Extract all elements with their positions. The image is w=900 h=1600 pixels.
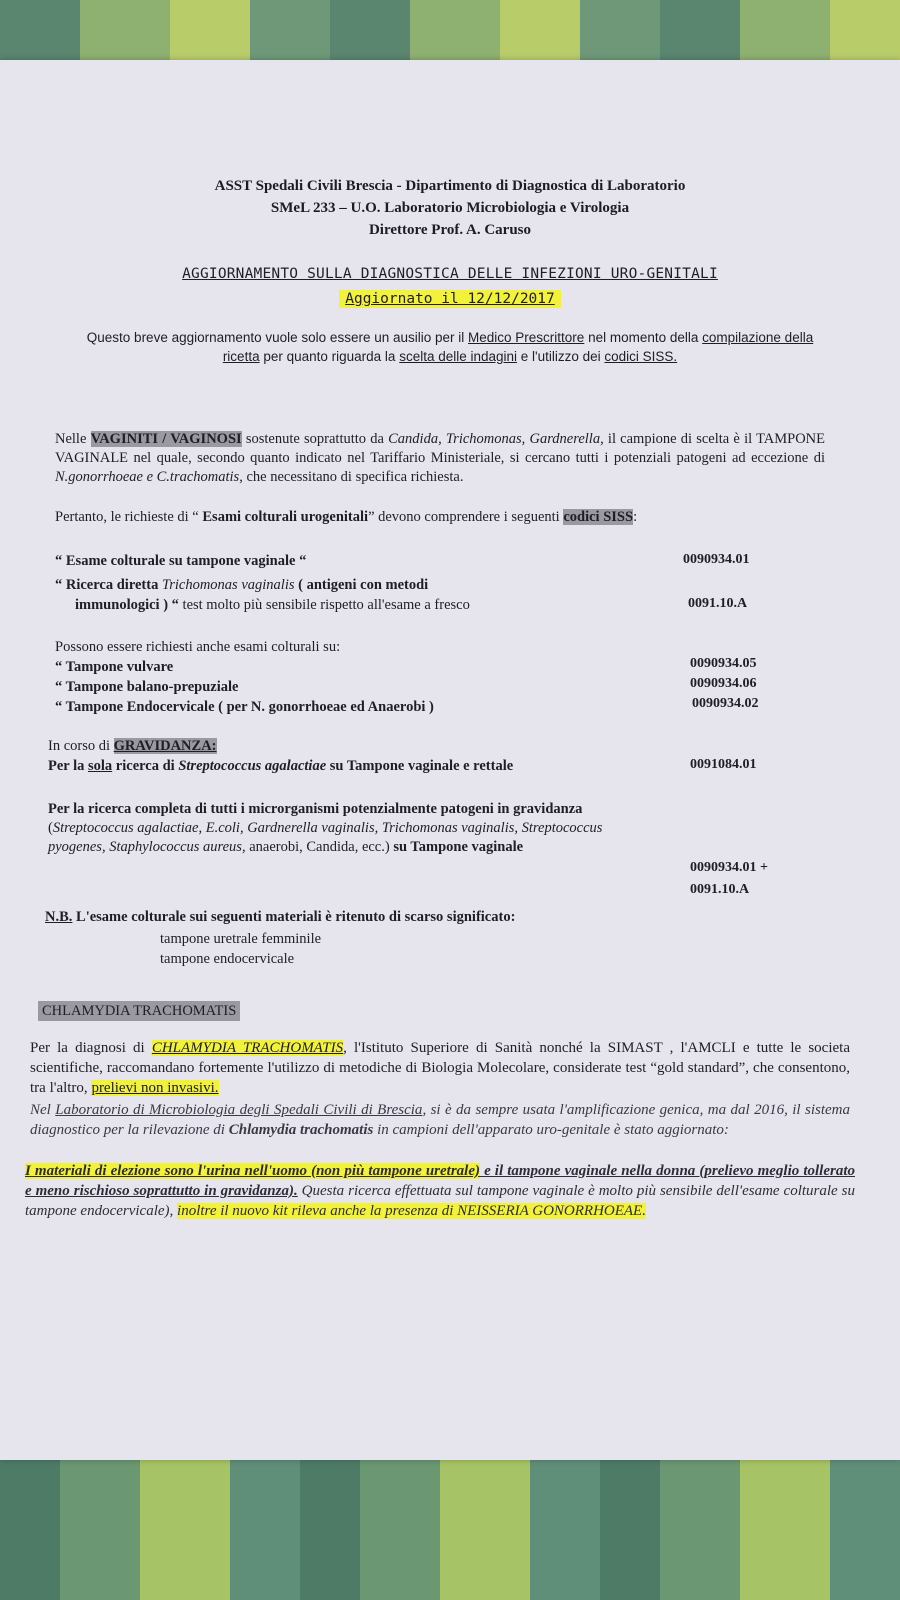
intro-paragraph: Questo breve aggiornamento vuole solo essere un ausilio per il Medico Prescrittore nel momento della compilazione della ricetta per quanto riguarda la scelta delle indagini e l'utilizzo dei codici SISS.	[86, 330, 814, 364]
chlamydia-paragraph-1: Per la diagnosi di CHLAMYDIA TRACHOMATIS, l'Istituto Superiore di Sanità nonché la SIMAST , l'AMCLI e tutte le societa scientifiche, raccomandano fortemente l'utilizzo di metodiche di Biologia Molecolare, considerate test “gold standard”, che consentono, tra l'altro, prelievi non invasivi.	[30, 1040, 850, 1096]
fabric-background-bottom	[0, 1455, 900, 1600]
gravidanza-sola-code: 0091084.01	[690, 757, 757, 772]
pertanto-line: Pertanto, le richieste di “ Esami colturali urogenitali” devono comprendere i seguenti codici SISS:	[55, 509, 638, 525]
also-intro: Possono essere richiesti anche esami colturali su:	[55, 639, 341, 655]
exam-vaginale-label: “ Esame colturale su tampone vaginale “	[55, 553, 307, 569]
header-line-2: SMeL 233 – U.O. Laboratorio Microbiologia e Virologia	[270, 200, 630, 216]
exam-vaginale-code: 0090934.01	[683, 552, 750, 567]
document-page	[0, 60, 900, 1460]
also-vulvare-code: 0090934.05	[690, 656, 757, 671]
also-vulvare-label: “ Tampone vulvare	[55, 659, 174, 675]
vaginiti-paragraph: Nelle VAGINITI / VAGINOSI sostenute soprattutto da Candida, Trichomonas, Gardnerella, il campione di scelta è il TAMPONE VAGINALE nel quale, secondo quanto indicato nel Tariffario Ministeriale, si cercano tutti i potenziali patogeni ad eccezione di N.gonorrhoeae e C.trachomatis, che necessitano di specifica richiesta.	[55, 431, 825, 485]
chlamydia-heading: CHLAMYDIA TRACHOMATIS	[38, 1001, 240, 1021]
gravidanza-sola: Per la sola ricerca di Streptococcus agalactiae su Tampone vaginale e rettale	[48, 758, 514, 774]
header-line-3: Direttore Prof. A. Caruso	[368, 222, 532, 238]
exam-trichomonas-label-2: immunologici ) “ test molto più sensibile rispetto all'esame a fresco	[75, 597, 470, 613]
gravidanza-intro: In corso di GRAVIDANZA:	[48, 738, 217, 754]
gravidanza-completa-code-1: 0090934.01 +	[690, 860, 768, 875]
nb-item-1: tampone uretrale femminile	[160, 931, 322, 947]
gravidanza-completa: Per la ricerca completa di tutti i microrganismi potenzialmente patogeni in gravidanza (Streptococcus agalactiae, E.coli, Gardnerella vaginalis, Trichomonas vaginalis, Streptococcus pyogenes, Staphylococcus aureus, anaerobi, Candida, ecc.) su Tampone vaginale	[48, 801, 603, 855]
vaginiti-highlight: VAGINITI / VAGINOSI	[90, 431, 242, 447]
nb-item-2: tampone endocervicale	[160, 951, 295, 967]
chlamydia-paragraph-3: I materiali di elezione sono l'urina nell'uomo (non più tampone uretrale) e il tampone vaginale nella donna (prelievo meglio tollerato e meno rischioso soprattutto in gravidanza). Questa ricerca effettuata sul tampone vaginale è molto più sensibile dell'esame colturale su tampone endocervicale), inoltre il nuovo kit rileva anche la presenza di NEISSERIA GONORRHOEAE.	[25, 1163, 855, 1219]
chlamydia-paragraph-2: Nel Laboratorio di Microbiologia degli Spedali Civili di Brescia, si è da sempre usata l'amplificazione genica, ma dal 2016, il sistema diagnostico per la rilevazione di Chlamydia trachomatis in campioni dell'apparato uro-genitale è stato aggiornato:	[30, 1102, 850, 1138]
exam-trichomonas-code: 0091.10.A	[688, 596, 748, 611]
gravidanza-highlight: GRAVIDANZA:	[113, 738, 217, 754]
header-line-1: ASST Spedali Civili Brescia - Dipartimento di Diagnostica di Laboratorio	[214, 178, 686, 194]
also-balano-label: “ Tampone balano-prepuziale	[55, 679, 239, 695]
nb-note: N.B. L'esame colturale sui seguenti materiali è ritenuto di scarso significato:	[45, 909, 516, 925]
also-endocervicale-label: “ Tampone Endocervicale ( per N. gonorrhoeae ed Anaerobi )	[55, 699, 434, 715]
update-date: Aggiornato il 12/12/2017	[339, 290, 561, 308]
also-endocervicale-code: 0090934.02	[692, 696, 759, 711]
gravidanza-completa-code-2: 0091.10.A	[690, 882, 750, 897]
document-title: AGGIORNAMENTO SULLA DIAGNOSTICA DELLE INFEZIONI URO-GENITALI	[182, 266, 718, 282]
also-balano-code: 0090934.06	[690, 676, 757, 691]
exam-trichomonas-label: “ Ricerca diretta Trichomonas vaginalis ( antigeni con metodi	[55, 577, 429, 593]
